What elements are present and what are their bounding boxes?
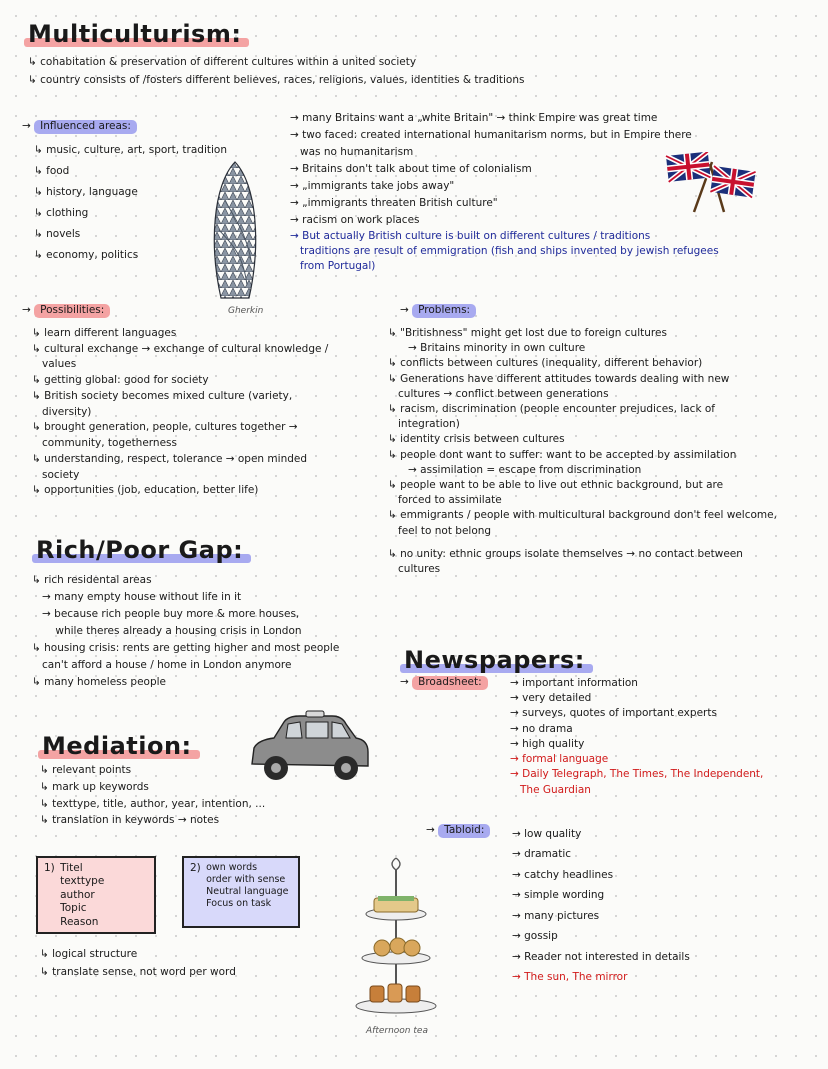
list-item: → Britains don't talk about time of colonialism <box>290 163 532 175</box>
mediation-list <box>40 762 265 829</box>
list-item: → catchy headlines <box>512 868 614 881</box>
list-item: → many empty house without life in it <box>32 591 242 603</box>
list-item: → But actually British culture is built on different cultures / traditions <box>290 230 651 242</box>
list-item: values <box>32 358 77 371</box>
influenced-areas-section: → Influenced areas: ↳ music, culture, art, sport, tradition ↳ food ↳ history, language ↳ clothing ↳ novels ↳ economy, politics <box>22 120 227 266</box>
box-line: own words <box>206 862 258 873</box>
list-item: ↳ food <box>34 164 70 177</box>
list-item: → „immigrants take jobs away" <box>290 180 455 192</box>
list-item: traditions are result of emmigration (fish and ships invented by jewish refugees <box>290 245 719 258</box>
list-item <box>388 539 777 547</box>
list-item: → surveys, quotes of important experts <box>510 707 717 720</box>
list-item: → Britains minority in own culture <box>388 342 586 355</box>
list-item: ↳ history, language <box>34 185 138 198</box>
list-item: ↳ logical structure <box>40 948 138 960</box>
list-item: ↳ getting global: good for society <box>32 374 209 387</box>
list-item: ↳ emmigrants / people with multicultural background don't feel welcome, <box>388 509 777 522</box>
list-item: while theres already a housing crisis in London <box>32 625 302 637</box>
list-item: → many Britains want a „white Britain" → think Empire was great time <box>290 112 658 124</box>
list-item: can't afford a house / home in London anymore <box>32 659 292 671</box>
tabloid-list <box>512 824 690 967</box>
gherkin-building-illustration <box>205 160 265 305</box>
list-item: → formal language <box>510 753 609 766</box>
box-line: Reason <box>60 915 99 928</box>
list-item: → important information <box>510 677 638 689</box>
list-item: → because rich people buy more & more houses, <box>32 608 300 620</box>
list-item: → dramatic <box>512 848 572 861</box>
list-item: ↳ "Britishness" might get lost due to foreign cultures <box>388 326 667 339</box>
list-item: The Guardian <box>510 783 591 796</box>
rich-poor-gap-title: Rich/Poor Gap: <box>36 536 243 564</box>
list-item: from Portugal) <box>290 260 376 273</box>
newspapers-title: Newspapers: <box>404 646 585 674</box>
possibilities-list <box>32 326 328 499</box>
multiculturism-definition <box>28 56 524 88</box>
box-line: Focus on task <box>206 898 272 910</box>
box-line: Topic <box>60 902 87 915</box>
rich-poor-gap-list <box>32 572 339 691</box>
mediation-title: Mediation: <box>42 732 192 760</box>
box-line: Titel <box>60 862 83 874</box>
list-item: was no humanitarism <box>290 146 414 158</box>
list-item: ↳ British society becomes mixed culture (variety, <box>32 389 293 402</box>
list-item: community, togetherness <box>32 437 177 450</box>
list-item: ↳ clothing <box>34 206 89 219</box>
list-item: → very detailed <box>510 692 592 705</box>
list-item: ↳ brought generation, people, cultures together → <box>32 421 298 434</box>
broadsheet-list <box>510 676 763 752</box>
list-item: ↳ conflicts between cultures (inequality, different behavior) <box>388 357 703 370</box>
list-item: cultures → conflict between generations <box>388 387 609 400</box>
mediation-box-1 <box>36 856 156 934</box>
list-item: society <box>32 468 80 481</box>
uk-flags-illustration <box>664 152 760 214</box>
list-item: ↳ learn different languages <box>32 326 177 339</box>
problems-section: → Problems: ↳ "Britishness" might get lost due to foreign cultures → Britains minority in own culture ↳ conflicts between cultures (inequality, different behavior) ↳ Generations have different attitudes towards dealing with new cultures → conflict between generations ↳ racism, discrimination (people encounter prejudices, lack of integration) ↳ identity crisis between cultures ↳ people dont want to suffer: want to be accepted by assimilation → assimilation = escape from discrimination ↳ people want to be able to live out ethnic background, but are forced to assimilate ↳ emmigrants / people with multicultural background don't feel welcome, feel to not belong ↳ no unity: ethnic groups isolate themselves → no contact between cultures <box>400 304 777 577</box>
list-item: feel to not belong <box>388 524 492 537</box>
mediation-bottom-list <box>40 946 236 982</box>
list-item: → racism on work places <box>290 214 420 226</box>
list-item: cultures <box>388 563 441 576</box>
box-line: order with sense <box>206 874 286 886</box>
list-item: ↳ music, culture, art, sport, tradition <box>34 143 227 156</box>
list-item: forced to assimilate <box>388 494 502 507</box>
list-item: → Reader not interested in details <box>512 950 690 963</box>
list-item: ↳ relevant points <box>40 764 132 776</box>
list-item: ↳ rich residental areas <box>32 574 152 586</box>
box-line: author <box>60 888 95 901</box>
tabloid-label: Tabloid: <box>438 824 490 838</box>
list-item: ↳ translate sense, not word per word <box>40 965 236 978</box>
list-item: → simple wording <box>512 889 605 902</box>
problems-list <box>388 326 777 578</box>
list-item: ↳ people dont want to suffer: want to be accepted by assimilation <box>388 448 737 461</box>
definition-line: ↳ country consists of /fosters different believes, races, religions, values, identities & traditions <box>28 73 525 86</box>
influenced-areas-label: Influenced areas: <box>34 120 137 134</box>
list-item: diversity) <box>32 405 92 418</box>
list-item: ↳ mark up keywords <box>40 780 149 793</box>
box-line: Neutral language <box>206 886 289 898</box>
list-item: ↳ translation in keywords → notes <box>40 814 220 827</box>
afternoon-tea-illustration <box>352 856 440 1024</box>
list-item: → low quality <box>512 828 582 840</box>
list-item: → gossip <box>512 930 558 943</box>
list-item: ↳ economy, politics <box>34 248 139 261</box>
london-taxi-illustration <box>244 708 374 790</box>
list-item: ↳ people want to be able to live out ethnic background, but are <box>388 479 724 492</box>
possibilities-label: Possibilities: <box>34 304 110 318</box>
list-item: integration) <box>388 418 460 431</box>
broadsheet-label: Broadsheet: <box>412 676 488 690</box>
mediation-box-2 <box>182 856 300 928</box>
list-item: → no drama <box>510 722 573 735</box>
list-item: → Daily Telegraph, The Times, The Independent, <box>510 768 764 781</box>
box-line: texttype <box>60 875 105 888</box>
list-item: ↳ understanding, respect, tolerance → open minded <box>32 452 308 465</box>
gherkin-caption: Gherkin <box>228 306 264 316</box>
definition-line: ↳ cohabitation & preservation of different cultures within a united society <box>28 56 417 68</box>
box-number: 1) <box>44 862 55 874</box>
list-item: ↳ cultural exchange → exchange of cultural knowledge / <box>32 342 329 355</box>
list-item: ↳ opportunities (job, education, better life) <box>32 484 259 497</box>
attitudes-list <box>290 110 719 275</box>
influenced-list <box>34 140 227 266</box>
list-item: ↳ no unity: ethnic groups isolate themselves → no contact between <box>388 547 743 560</box>
list-item: → high quality <box>510 737 585 750</box>
list-item: ↳ Generations have different attitudes towards dealing with new <box>388 372 730 385</box>
list-item: ↳ novels <box>34 227 81 240</box>
list-item: → assimilation = escape from discrimination <box>388 463 642 476</box>
possibilities-section: → Possibilities: ↳ learn different languages ↳ cultural exchange → exchange of cultural knowledge / values ↳ getting global: good for society ↳ British society becomes mixed culture (variety, diversity) ↳ brought generation, people, cultures together → community, togetherness ↳ understanding, respect, tolerance → open minded society ↳ opportunities (job, education, better life) <box>22 304 328 499</box>
list-item: ↳ many homeless people <box>32 676 167 688</box>
broadsheet-red-list <box>510 752 763 798</box>
list-item: ↳ housing crisis: rents are getting higher and most people <box>32 642 340 654</box>
list-item: → „immigrants threaten British culture" <box>290 197 498 209</box>
list-item: ↳ texttype, title, author, year, intention, ... <box>40 797 266 810</box>
problems-label: Problems: <box>412 304 476 318</box>
list-item: → two faced: created international humanitarism norms, but in Empire there <box>290 129 692 141</box>
box-number: 2) <box>190 862 201 874</box>
afternoon-tea-caption: Afternoon tea <box>366 1026 428 1036</box>
list-item: → many pictures <box>512 909 600 922</box>
list-item: ↳ identity crisis between cultures <box>388 433 565 446</box>
tabloid-examples: → The sun, The mirror <box>512 971 628 984</box>
multiculturism-title: Multiculturism: <box>28 20 241 48</box>
list-item: ↳ racism, discrimination (people encounter prejudices, lack of <box>388 402 715 415</box>
